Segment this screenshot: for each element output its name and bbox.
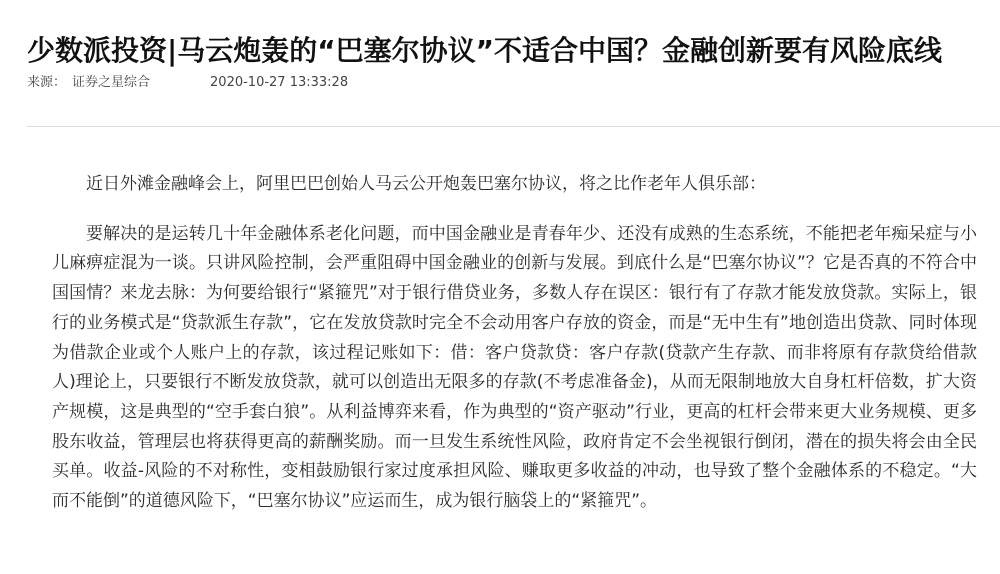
article-title: 少数派投资|马云炮轰的“巴塞尔协议”不适合中国？金融创新要有风险底线: [27, 33, 943, 67]
paragraph-intro: 近日外滩金融峰会上，阿里巴巴创始人马云公开炮轰巴塞尔协议，将之比作老年人俱乐部：: [86, 174, 766, 194]
article-body: [52, 170, 977, 517]
publish-timestamp: 2020-10-27 13:33:28: [210, 75, 349, 90]
source-label: 来源：: [27, 75, 67, 90]
paragraph-main: 要解决的是运转几十年金融体系老化问题，而中国金融业是青春年少、还没有成熟的生态系统，不能把老年痴呆症与小儿麻痹症混为一谈。只讲风险控制，会严重阻碍中国金融业的创新与发展。到底什么是“巴塞尔协议”？它是否真的不符合中国国情？来龙去脉：为何要给银行“紧箍咒”对于银行借贷业务，多数人存在误区：银行有了存款才能发放贷款。实际上，银行的业务模式是“贷款派生存款”，它在发放贷款时完全不会动用客户存放的资金，而是“无中生有”地创造出贷款、同时体现为借款企业或个人账户上的存款，该过程记账如下：借：客户贷款贷：客户存款(贷款产生存款、而非将原有存款贷给借款人)理论上，只要银行不断发放贷款，就可以创造出无限多的存款(不考虑准备金)，从而无限制地放大自身杠杆倍数，扩大资产规模，这是典型的“空手套白狼”。从利益博弈来看，作为典型的“资产驱动”行业，更高的杠杆会带来更大业务规模、更多股东收益，管理层也将获得更高的薪酬奖励。而一旦发生系统性风险，政府肯定不会坐视银行倒闭，潜在的损失将会由全民买单。收益-风险的不对称性，变相鼓励银行家过度承担风险、赚取更多收益的冲动，也导致了整个金融体系的不稳定。“大而不能倒”的道德风险下，“巴塞尔协议”应运而生，成为银行脑袋上的“紧箍咒”。: [52, 223, 977, 512]
source-name: 证券之星综合: [72, 75, 151, 90]
article-meta: [27, 74, 348, 92]
header-divider: [27, 126, 1000, 127]
